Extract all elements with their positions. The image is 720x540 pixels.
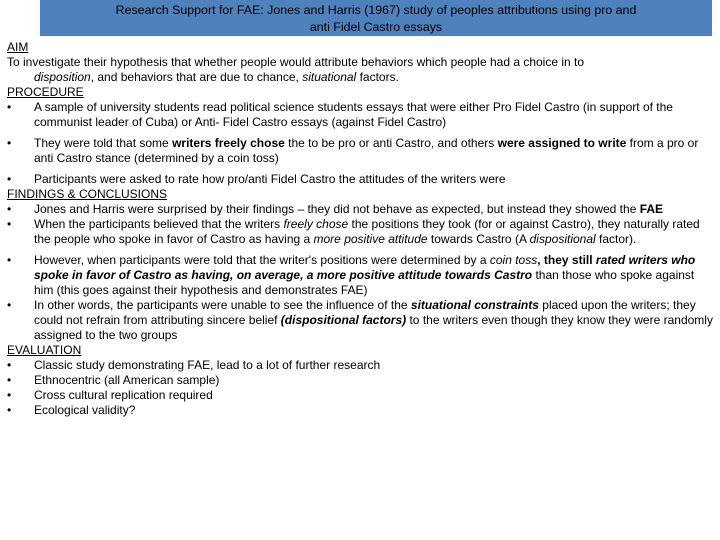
document-body	[7, 40, 715, 418]
findings-bullet-3: • However, when participants were told that the writer's positions were determined by a coin toss, they still rated writers who spoke in favor of Castro as having, on average, a more positive attitude towards Castro than those who spoke against him (this goes against their hypothesis and demonstrates FAE)	[7, 253, 715, 298]
findings-heading: FINDINGS & CONCLUSIONS	[7, 187, 168, 201]
evaluation-heading: EVALUATION	[7, 343, 82, 357]
procedure-bullet-1: • A sample of university students read political science students essays that were either Pro Fidel Castro (in support of the communist leader of Cuba) or Anti- Fidel Castro essays (against Fidel Castro)	[7, 100, 715, 130]
title-line-2: anti Fidel Castro essays	[309, 20, 443, 34]
findings-bullet-2: • When the participants believed that the writers freely chose the positions they took (for or against Castro), they naturally rated the people who spoke in favor of Castro as having a more positive attitude towards Castro (A dispositional factor).	[7, 217, 715, 247]
procedure-bullet-2: • They were told that some writers freely chose the to be pro or anti Castro, and others were assigned to write from a pro or anti Castro stance (determined by a coin toss)	[7, 136, 715, 166]
findings-bullet-4: • In other words, the participants were unable to see the influence of the situational constraints placed upon the writers; they could not refrain from attributing sincere belief (dispositional factors) to the writers even though they know they were randomly assigned to the two groups	[7, 298, 715, 343]
evaluation-bullet-3: • Cross cultural replication required	[7, 388, 715, 403]
findings-bullet-1: • Jones and Harris were surprised by their findings – they did not behave as expected, but instead they showed the FAE	[7, 202, 715, 217]
title-banner	[40, 0, 712, 36]
evaluation-bullet-2: • Ethnocentric (all American sample)	[7, 373, 715, 388]
title-line-1: Research Support for FAE: Jones and Harris (1967) study of peoples attributions using pro and	[115, 3, 637, 17]
evaluation-bullet-1: • Classic study demonstrating FAE, lead to a lot of further research	[7, 358, 715, 373]
aim-text: To investigate their hypothesis that whether people would attribute behaviors which people had a choice in to disposition, and behaviors that are due to chance, situational factors.	[7, 55, 585, 84]
aim-heading: AIM	[7, 40, 29, 54]
evaluation-bullet-4: • Ecological validity?	[7, 403, 715, 418]
procedure-bullet-3: • Participants were asked to rate how pro/anti Fidel Castro the attitudes of the writers were	[7, 172, 715, 187]
procedure-heading: PROCEDURE	[7, 85, 84, 99]
